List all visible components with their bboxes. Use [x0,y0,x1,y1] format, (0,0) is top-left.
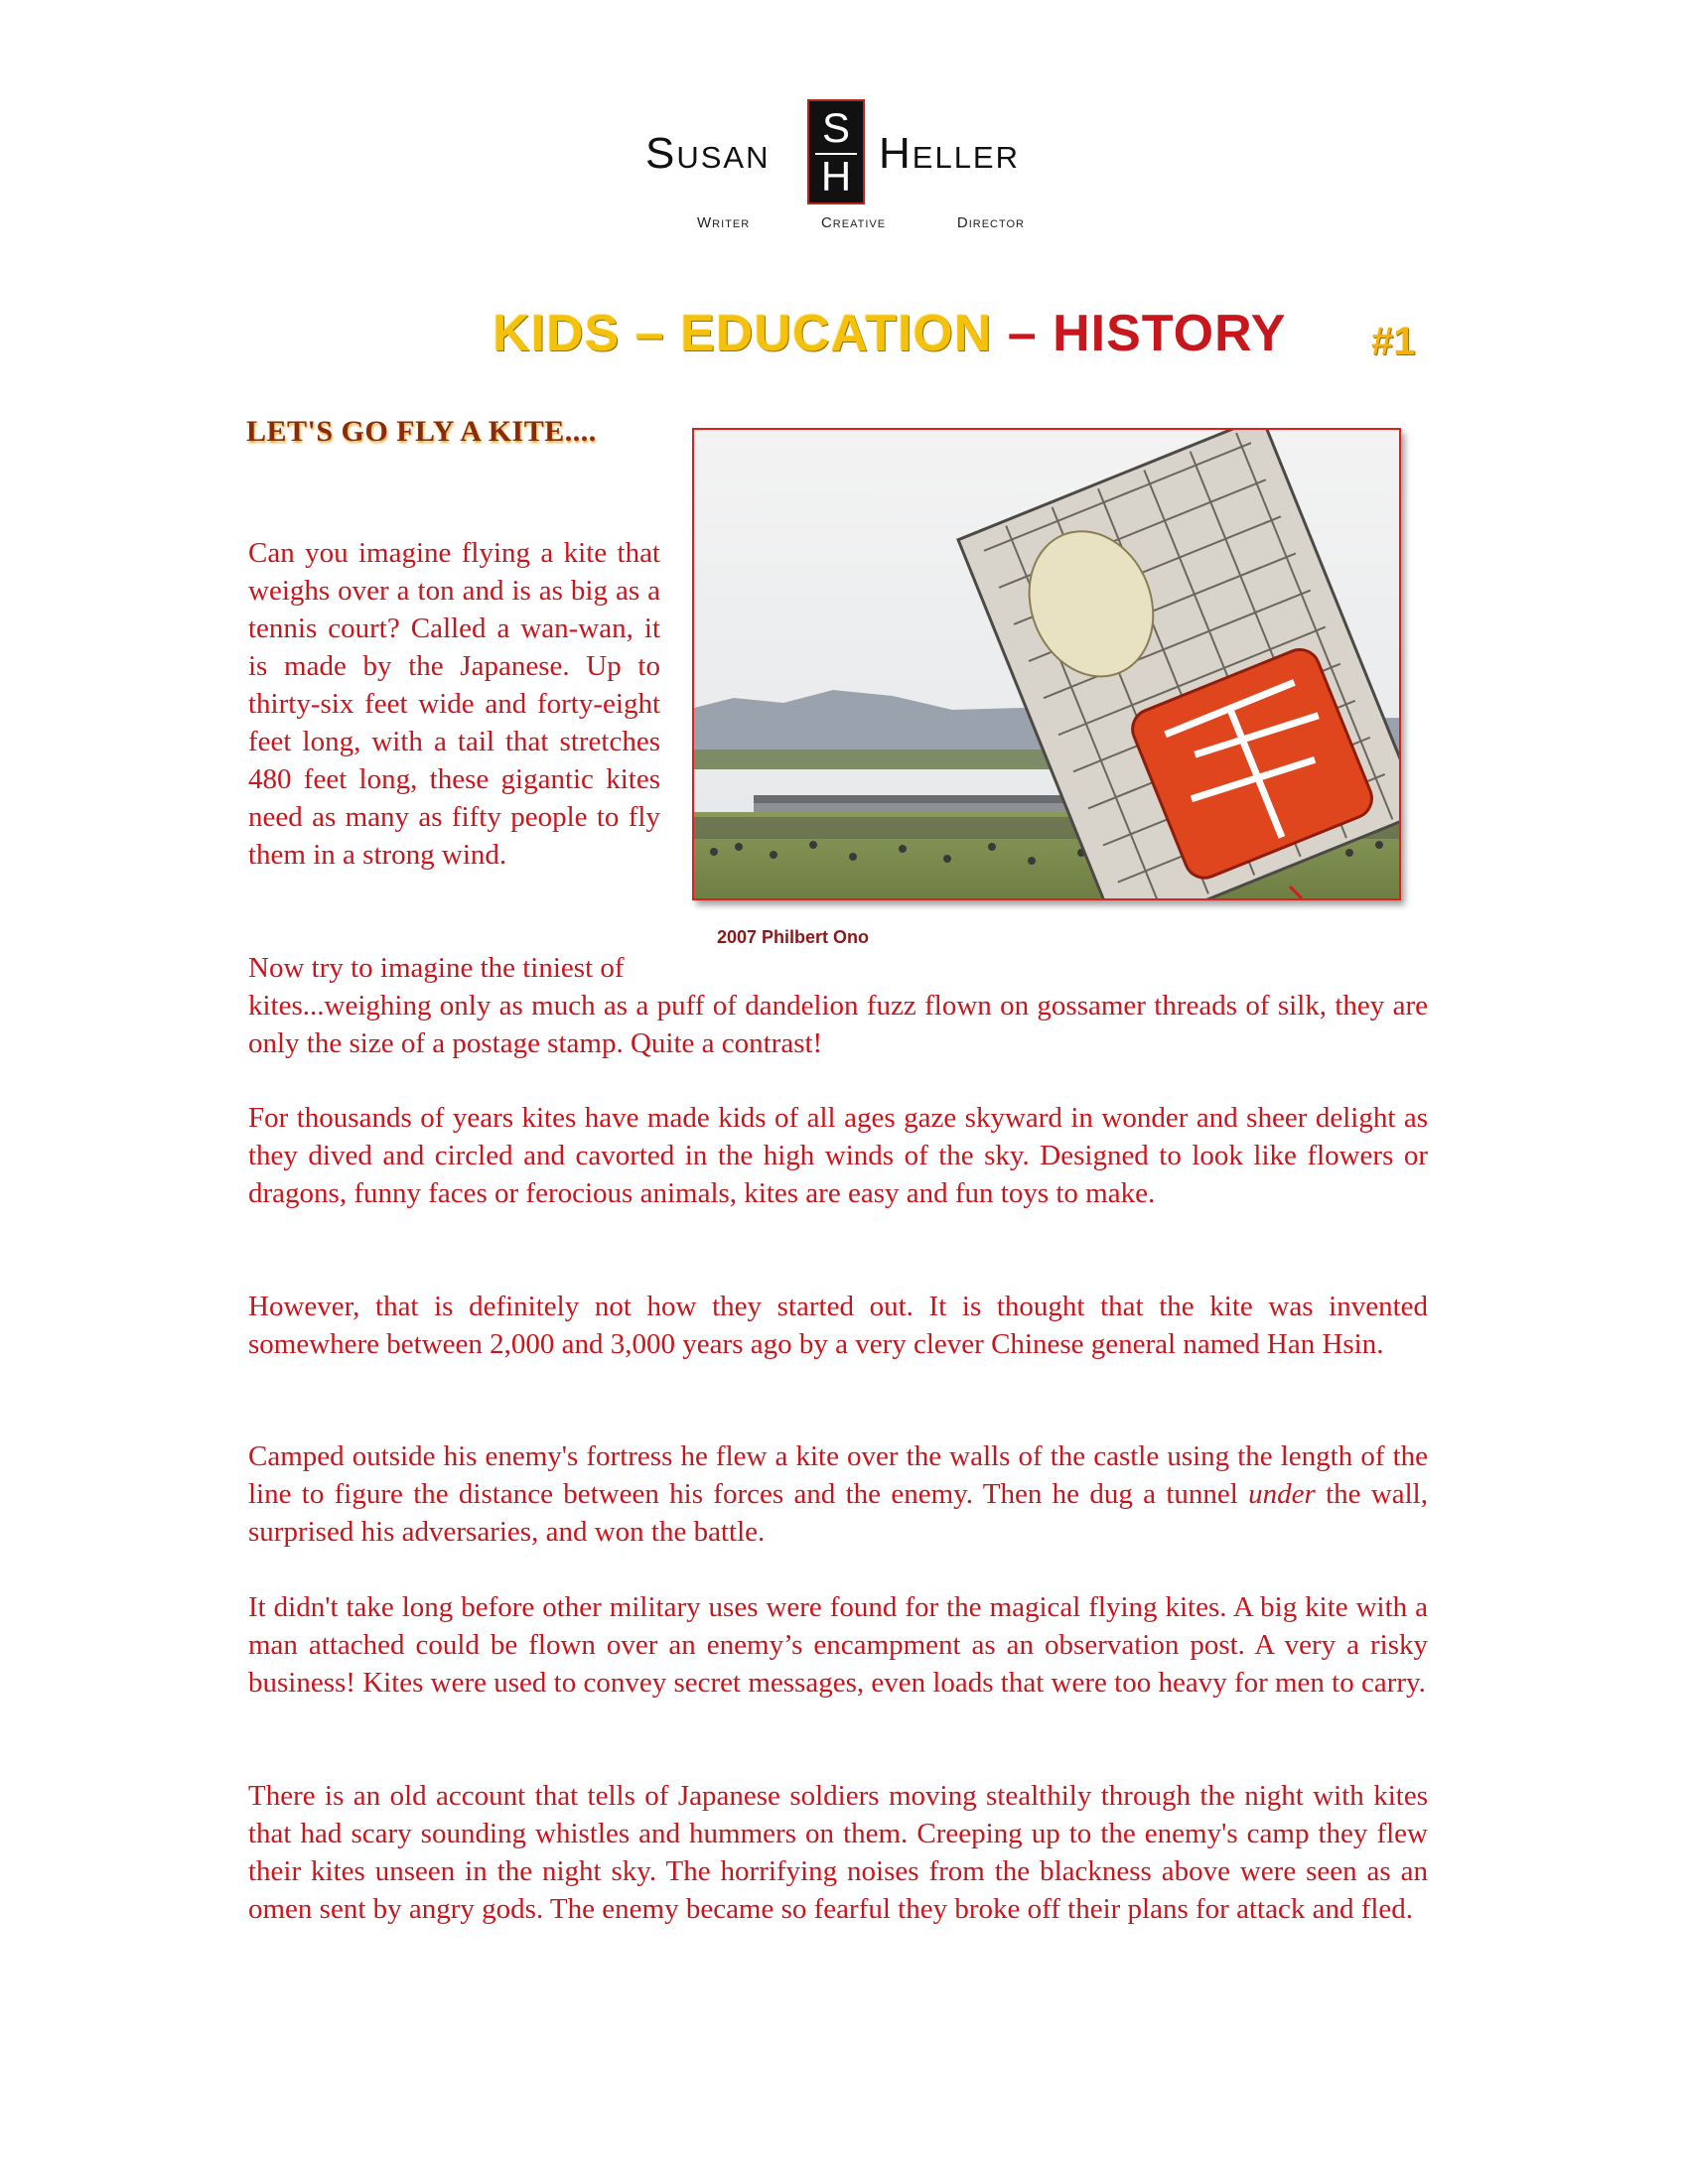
title-history: – HISTORY [1007,305,1287,362]
paragraph-tiny-kites: kites...weighing only as much as a puff of dandelion fuzz flown on gossamer threads of silk, they are only the size of a postage stamp. Quite a contrast! [248,990,1428,1059]
paragraph-han-hsin [248,1437,1428,1551]
paragraph-intro: Can you imagine flying a kite that weighs over a ton and is as big as a tennis court? Called a wan-wan, it is made by the Japanese. Up to thirty-six feet wide and forty-eight feet long, with a tail that stretches 480 feet long, these gigantic kites need as many as fifty people to fly them in a strong wind. [248,537,660,871]
logo-roles [697,214,1025,231]
paragraph-military-uses: It didn't take long before other military uses were found for the magical flying kites. A big kite with a man attached could be flown over an enemy’s encampment as an observation post. A very a risky business! Kites were used to convey secret messages, even loads that were too heavy for men to carry. [248,1591,1428,1699]
kite-photo [692,428,1401,900]
role-director: Director [956,214,1025,231]
issue-number: #1 [1371,320,1416,363]
paragraph-tiny-kites-lead: Now try to imagine the tiniest of [248,952,625,984]
logo-last-name: Heller [879,129,1020,178]
role-creative: Creative [820,214,887,231]
logo-initial-s: S [821,104,850,151]
page-title [492,304,1286,363]
section-subhead: LET'S GO FLY A KITE.... [246,415,597,448]
logo-initial-h: H [820,153,852,200]
title-kids-education: KIDS – EDUCATION [492,305,993,362]
logo [645,99,1062,238]
paragraph-thousands-of-years: For thousands of years kites have made kids of all ages gaze skyward in wonder and sheer delight as they dived and circled and cavorted in the high winds of the sky. Designed to look like flowers or dragons, funny faces or ferocious animals, kites are easy and fun toys to make. [248,1102,1428,1209]
paragraph-han-hsin-part1: Camped outside his enemy's fortress he flew a kite over the walls of the castle using the length of the line to figure the distance between his forces and the enemy. Then he dug a tunnel [248,1440,1428,1510]
logo-first-name: Susan [645,129,771,178]
paragraph-origins: However, that is definitely not how they started out. It is thought that the kite was invented somewhere between 2,000 and 3,000 years ago by a very clever Chinese general named Han Hsin. [248,1291,1428,1360]
role-writer: Writer [697,214,751,231]
kite-photo-illustration [694,430,1399,898]
paragraph-han-hsin-part2: the wall, surprised his adversaries, and won the battle. [248,1478,1428,1548]
photo-credit: 2007 Philbert Ono [717,927,870,947]
paragraph-japanese-soldiers: There is an old account that tells of Japanese soldiers moving stealthily through the night with kites that had scary sounding whistles and hummers on them. Creeping up to the enemy's camp they flew their kites unseen in the night sky. The horrifying noises from the blackness above were seen as an omen sent by angry gods. The enemy became so fearful they broke off their plans for attack and fled. [248,1780,1428,1925]
paragraph-han-hsin-emphasis: under [1248,1478,1316,1510]
logo-monogram [807,99,865,205]
